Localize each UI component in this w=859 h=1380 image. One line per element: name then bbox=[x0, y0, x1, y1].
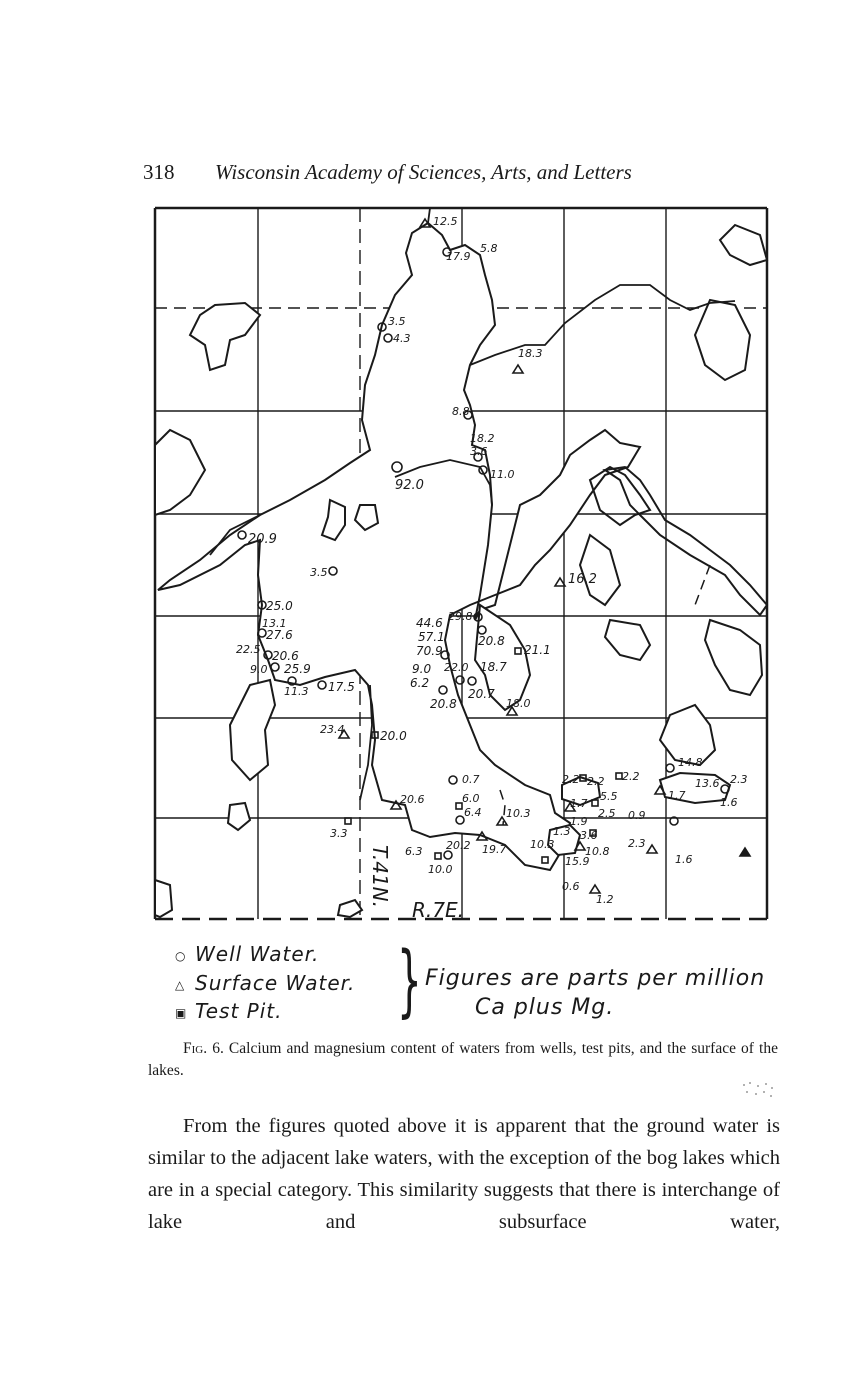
reading-label: 10.8 bbox=[585, 845, 610, 858]
reading-label: 13.6 bbox=[695, 777, 720, 790]
reading-label: 1.6 bbox=[720, 796, 738, 809]
reading-label: 1.7 bbox=[668, 789, 686, 802]
reading-label: 25.0 bbox=[266, 599, 293, 613]
reading-label: 3.6 bbox=[580, 829, 598, 842]
map-legend bbox=[175, 936, 795, 1032]
reading-label: 27.6 bbox=[266, 628, 293, 642]
reading-label: 4.3 bbox=[393, 332, 411, 345]
reading-label: 15.9 bbox=[565, 855, 590, 868]
reading-label: 2.3 bbox=[628, 837, 646, 850]
reading-label: 2.5 bbox=[598, 807, 616, 820]
reading-label: 0.7 bbox=[462, 773, 480, 786]
reading-label: 3.5 bbox=[310, 566, 328, 579]
page-number: 318 bbox=[143, 160, 175, 184]
reading-label: 10.3 bbox=[530, 838, 555, 851]
reading-label: 1.6 bbox=[675, 853, 693, 866]
reading-label: 17.5 bbox=[328, 680, 355, 694]
caption-text: Calcium and magnesium content of waters from wells, test pits, and the surface of the lakes. bbox=[148, 1040, 778, 1079]
legend-units-note-2: Ca plus Mg. bbox=[475, 995, 615, 1020]
reading-label: 20.9 bbox=[248, 532, 277, 547]
reading-label: 17.9 bbox=[446, 250, 471, 263]
surface-triangle-icon: △ bbox=[175, 977, 186, 992]
reading-label: 44.6 bbox=[416, 616, 443, 630]
legend-well-water: ○ Well Water. bbox=[175, 942, 320, 966]
reading-label: 0.9 bbox=[628, 809, 646, 822]
reading-label: 12.5 bbox=[433, 215, 458, 228]
reading-label: 70.9 bbox=[416, 644, 443, 658]
reading-label: 0.6 bbox=[562, 880, 580, 893]
reading-label: 20.7 bbox=[468, 687, 495, 701]
reading-label: 21.1 bbox=[524, 643, 551, 657]
reading-label: 1.9 bbox=[570, 815, 588, 828]
reading-label: 18.0 bbox=[506, 697, 531, 710]
reading-label: 5.5 bbox=[600, 790, 618, 803]
reading-label: 1.2 bbox=[596, 893, 614, 906]
legend-units-note: Figures are parts per million bbox=[425, 966, 766, 991]
reading-label: 9.0 bbox=[250, 663, 268, 676]
legend-test-pit: ▣ Test Pit. bbox=[175, 999, 283, 1023]
reading-label: 22.0 bbox=[444, 661, 469, 674]
figure-caption bbox=[148, 1038, 778, 1082]
reading-label: 20.8 bbox=[430, 697, 457, 711]
reading-label: 5.8 bbox=[480, 242, 498, 255]
reading-label: 18.3 bbox=[518, 347, 543, 360]
reading-label: 8.8 bbox=[452, 405, 470, 418]
reading-label: 14.8 bbox=[678, 756, 703, 769]
reading-label: 6.4 bbox=[464, 806, 482, 819]
well-circle-icon: ○ bbox=[175, 948, 187, 963]
reading-label: 3.3 bbox=[330, 827, 348, 840]
reading-label: 25.9 bbox=[284, 662, 311, 676]
township-label: T.41N. bbox=[368, 845, 392, 908]
reading-label: 22.5 bbox=[236, 643, 261, 656]
reading-label: 20.8 bbox=[478, 634, 505, 648]
reading-label: 1.3 bbox=[553, 825, 571, 838]
reading-label: 3.5 bbox=[388, 315, 406, 328]
reading-label: 2.3 bbox=[730, 773, 748, 786]
lake-outlines bbox=[155, 223, 767, 917]
legend-surface-water: △ Surface Water. bbox=[175, 971, 356, 995]
reading-label: 10.0 bbox=[428, 863, 453, 876]
reading-label: 20.6 bbox=[272, 649, 299, 663]
reading-label: 18.2 bbox=[470, 432, 495, 445]
figure-label: Fig. 6. bbox=[183, 1040, 224, 1057]
reading-label: 57.1 bbox=[418, 630, 445, 644]
reading-label: 2.2 bbox=[562, 773, 580, 786]
reading-label: 18.7 bbox=[480, 660, 507, 674]
reading-label: 6.2 bbox=[410, 676, 430, 690]
lake-water-map bbox=[150, 205, 775, 930]
reading-label: 6.3 bbox=[405, 845, 423, 858]
test-pit-square-icon: ▣ bbox=[175, 1005, 188, 1020]
reading-label: 29.8 bbox=[448, 610, 473, 623]
reading-label: 19.7 bbox=[482, 843, 507, 856]
reading-label: 20.0 bbox=[380, 729, 407, 743]
reading-label: 2.2 bbox=[622, 770, 640, 783]
range-label: R.7E. bbox=[412, 898, 464, 922]
page-header bbox=[143, 160, 632, 185]
brace-icon: } bbox=[397, 936, 422, 1026]
reading-label: 13.1 bbox=[262, 617, 287, 630]
journal-title: Wisconsin Academy of Sciences, Arts, and Letters bbox=[215, 160, 632, 184]
reading-label: 11.3 bbox=[284, 685, 309, 698]
body-paragraph: From the figures quoted above it is apparent that the ground water is similar to the adjacent lake waters, with the exception of the bog lakes which are in a special category. This similarity suggests that there is interchange of lake and subsurface water, bbox=[148, 1115, 780, 1233]
reading-label: 20.6 bbox=[400, 793, 425, 806]
reading-label: 23.4 bbox=[320, 723, 345, 736]
reading-label: 16.2 bbox=[568, 572, 597, 587]
reading-label: 2.2 bbox=[587, 775, 605, 788]
reading-label: 20.2 bbox=[446, 839, 471, 852]
reading-label: 11.0 bbox=[490, 468, 515, 481]
reading-label: 6.0 bbox=[462, 792, 480, 805]
reading-label: 1.7 bbox=[570, 797, 588, 810]
reading-label: 9.0 bbox=[412, 662, 432, 676]
reading-label: 92.0 bbox=[395, 478, 424, 493]
reading-label: 3.6 bbox=[470, 445, 488, 458]
scan-smudge bbox=[738, 1080, 778, 1100]
reading-label: 10.3 bbox=[506, 807, 531, 820]
